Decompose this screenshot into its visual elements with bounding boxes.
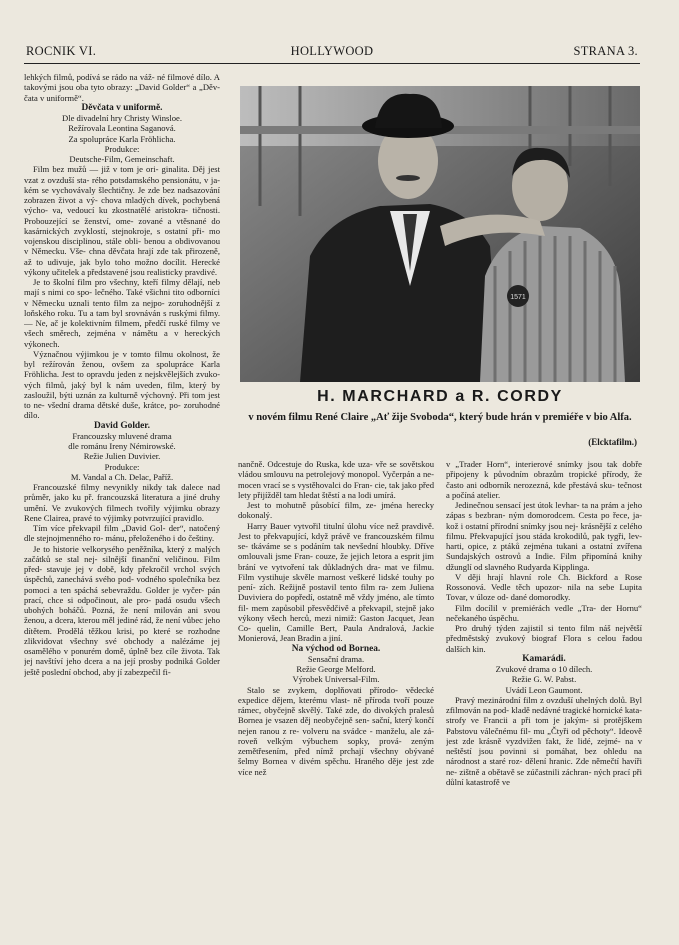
page-number: STRANA 3. bbox=[573, 44, 638, 58]
col2-paragraph: Na východ od Bornea. bbox=[291, 643, 381, 654]
col1-paragraph: Dle divadelní hry Christy Winsloe. bbox=[61, 113, 183, 123]
col3-paragraph: Kamarádi. bbox=[522, 653, 566, 664]
col1-paragraph: Je to školní film pro všechny, kteří filmy dělají, neb mají s nimi co spo- lečného. Také všichni tito odborníci v Německu uznali tento film za nejpo- zoruhodnější z loňského roku. Tu a tam byl srovnáván s ruskými filmy. — Ne, ač je kolektivním filmem, předčí ruské filmy ve všech směrech, zejména v námětu a v hereckých výkonech. bbox=[24, 277, 220, 349]
col3-paragraph: Jedinečnou sensací jest útok levhar- ta na prám a jeho zápas s bezbran- ným domorodcem. Cesta po řece, ja- kož i ostatní přírodní snímky jsou nej- krásnější z celého filmu. Překvapující jsou stáda krokodilů, pak tygři, lev- harti, opice, z ptáků zejména tukani a ostatní zvířena Sundajských ostrovů a Indie. Film připomíná knihy džunglí od slavného Rudyarda Kipplinga. bbox=[446, 500, 642, 572]
col1-paragraph: lehkých filmů, podívá se rádo na váž- né filmové dílo. A takovými jsou oba tyto obrazy: „David Golder“ a „Děv- čata v uniformě“. bbox=[24, 72, 220, 103]
volume-label: ROCNIK VI. bbox=[26, 44, 97, 58]
col3-paragraph: Režie G. W. Pabst. bbox=[511, 674, 577, 685]
badge-number: 1571 bbox=[510, 294, 526, 301]
col1-paragraph: Režie Julien Duvivier. bbox=[83, 451, 161, 462]
col1-paragraph: Je to historie velkorysého peněžníka, který z malých začátků se stal nej- silnější finanční veličinou. Film před- stavuje jej v době, kdy překročil vrchol svých úspěchů, zanechává svého pod- vodného společníka bez pomoci a ten spáchá sebevraždu. Golder je vyčer- pán prací, chce si odpočinout, ale pro- padá osudu všech ubohých boháčů. Pozná, že není milován ani svou ženou, a dcera, kterou měl jediné rád, že není vůbec jeho dítětem. Prodělá těžkou krisi, po které se rozhodne zlikvidovat všechny své obchody a nalézáme jej osamělého v ponurém domě, úplně bez cíle života. Tak jej navštíví jeho dcera a na její prosby podniká Golder ještě poslední obchod, aby jí zabezpečil fi- bbox=[24, 543, 220, 677]
page-header bbox=[26, 44, 638, 60]
col3-paragraph: v „Trader Horn“, interierové snímky jsou tak dobře připojeny k původním obrazům tropické přírody, že často ani odborník nerozezná, kde přestává sku- tečnost a počíná atelier. bbox=[446, 459, 642, 500]
magazine-title: HOLLYWOOD bbox=[290, 44, 374, 58]
col1-paragraph: David Golder. bbox=[94, 420, 150, 431]
col1-paragraph: Za spolupráce Karla Fröhlicha. bbox=[68, 133, 176, 144]
col3-paragraph: Pro druhý týden zajistil si tento film náš největší předměstský zvukový biograf Flora s celou řadou dalších kin. bbox=[446, 623, 642, 654]
col1-paragraph: Produkce: bbox=[104, 461, 140, 472]
col1-paragraph: Film bez mužů — již v tom je ori- ginalita. Děj jest vzat z ovzduší sta- rého potsdamského pensionátu, v ja- kém se vychovávaly šlechtičny. Je zde bez nadsazování zobrazen život a vý- chova mladých dívek, pochybená výcho- va, vedoucí ku zkostnatělé aristokra- tičnosti. Probouzející se ženství, ome- zované a vtěsnané do kasárnických zvyklostí, stejnokroje, s ostatní při- mo vojenskou disciplinou, stále obli- benou a obdivovanou v Německu. Vše- chna děvčata hrají zde tak přirozeně, až to udivuje, jak bylo toho možno docílit. Herecké výkony učitelek a představené jsou realisticky pravdivé. bbox=[24, 164, 220, 277]
photo-caption-title: H. MARCHARD a R. CORDY bbox=[317, 388, 563, 405]
col2-paragraph: Výrobek Universal-Film. bbox=[292, 674, 380, 685]
col1-paragraph: dle románu Ireny Némirowské. bbox=[68, 441, 176, 451]
col3-paragraph: Uvádí Leon Gaumont. bbox=[505, 684, 583, 695]
film-still-photo bbox=[240, 86, 640, 382]
header-rule bbox=[24, 63, 640, 64]
column-left bbox=[24, 72, 220, 938]
col1-paragraph: Francouzsky mluvené drama bbox=[72, 430, 172, 441]
col1-paragraph: Tím více překvapil film „David Gol- der“, natočený dle stejnojmenného ro- mánu, přeloženého i do češtiny. bbox=[24, 523, 220, 544]
col2-paragraph: Sensační drama. bbox=[307, 653, 365, 664]
col1-paragraph: Děvčata v uniformě. bbox=[81, 102, 163, 113]
col1-paragraph: M. Vandal a Ch. Delac, Paříž. bbox=[70, 471, 174, 482]
col3-paragraph: Pravý mezinárodní film z ovzduší uhelných dolů. Byl zfilmován na pod- kladě nedávné tragické hornické kata- strofy ve Francii a při tom je jakým- si protějškem Pabstovu válečnému fil- mu „Čtyři od pěchoty“. Ideově jest zde krásně vyzdvižen fakt, že lidé, zejmé- na v neštěstí jsou povinni si pomáhat, bez ohledu na národnost a staré roz- dělení hranic. Zde němečtí havíři ne- zištně a obětavě se zúčastnili záchran- ných prací při důlní katastrofě ve bbox=[446, 694, 642, 787]
column-right bbox=[446, 459, 642, 937]
col1-paragraph: Deutsche-Film, Gemeinschaft. bbox=[69, 154, 175, 164]
photo-caption-subtitle: v novém filmu René Claire „Ať žije Svoboda“, který bude hrán v premiéře v bio Alfa. bbox=[248, 412, 632, 423]
col1-paragraph: Francouzské filmy nevynikly nikdy tak dalece nad průměr, jako ku př. francouzská literatura a jiné druhy umění. Ve zvukových filmech tvořily výjimku obrazy Rene Claireа, pravé to výjimky potvrzující pravidlo. bbox=[24, 482, 220, 523]
col2-paragraph: nančně. Odcestuje do Ruska, kde uza- vře se sovětskou vládou smlouvu na petrolejový monopol. Vyčerpán a ne- mocen vrací se s vystěhovalci do Fran- cie, tak jako před lety přijížděl tam hledat štěstí a na lodi umírá. bbox=[238, 459, 434, 500]
col1-paragraph: Režírovala Leontina Saganová. bbox=[68, 123, 176, 134]
col2-paragraph: Harry Bauer vytvořil titulní úlohu více než pravdivě. Jest to překvapující, když právě ve francouzském filmu se- tkáváme se s podáním tak nevšední hloubky. Dříve omlouvali jsme Fran- couze, že jejich letora a esprit jim brání ve vytvoření tak důkladných dra- mat ve filmu. Film vystihuje skvěle marnost veškeré lidské touhy po pení- zích. Režijně postavil tento film ra- zem Juliena Duviviera do popředí, ostatně mě vždy jméno, ale tímto fil- mem zapůsobil přesvědčivě a překvapil, stejně jako výkony všech herců, mezi nimiž: Gaston Jacquet, Jean Co- quelin, Camille Bert, Paula Andralová, Jackie Monierová, Jean Bradin a jiní. bbox=[238, 520, 434, 644]
col3-paragraph: V ději hrají hlavní role Ch. Bickford a Rose Rossonová. Vedle těch upozor- nila na sebe Lupita Tovar, v úloze od- dané domorodky. bbox=[446, 571, 642, 603]
col2-paragraph: Jest to mohutně působící film, ze- jména herecky dokonalý. bbox=[238, 500, 434, 521]
col1-paragraph: Význačnou výjimkou je v tomto filmu okolnost, že byl režírován ženou, ovšem za spolupráce Karla Fröhlicha. Jest to opravdu jeden z nejskvělejších zvuko- vých filmů, jaký byl k nám uveden, film, který by zasloužil, býti uznán za kulturně výchovný. Při tom jest to ne- všední drama dětské duše, krátce, po- zoruhodné dílo. bbox=[24, 348, 220, 421]
col1-paragraph: Produkce: bbox=[104, 143, 140, 154]
column-middle bbox=[238, 459, 434, 937]
col2-paragraph: Stalo se zvykem, doplňovati přírodo- vědecké expedice dějem, kterému vlast- ně příroda tvoří pouze rámec, obyčejně skvělý. Také zde, do divokých pralesů Bornea je vsazen děj neobyčejně sen- sační, který končí nejen ranou z re- volveru na svádce - manželu, ale zá- roveň velkým výbuchem sopky, prová- zeným zemětřesením, před nímž prchají všechny obývané šelmy Bornea v divém spěchu. Hraného děje jest zde více než bbox=[238, 684, 434, 777]
col3-paragraph: Film docílil v premiérách vedle „Tra- der Hornu“ nečekaného úspěchu. bbox=[446, 602, 642, 623]
photo-credit: (Elcktafilm.) bbox=[588, 437, 637, 447]
col2-paragraph: Režie George Melford. bbox=[296, 664, 376, 674]
col3-paragraph: Zvukové drama o 10 dílech. bbox=[495, 664, 593, 674]
